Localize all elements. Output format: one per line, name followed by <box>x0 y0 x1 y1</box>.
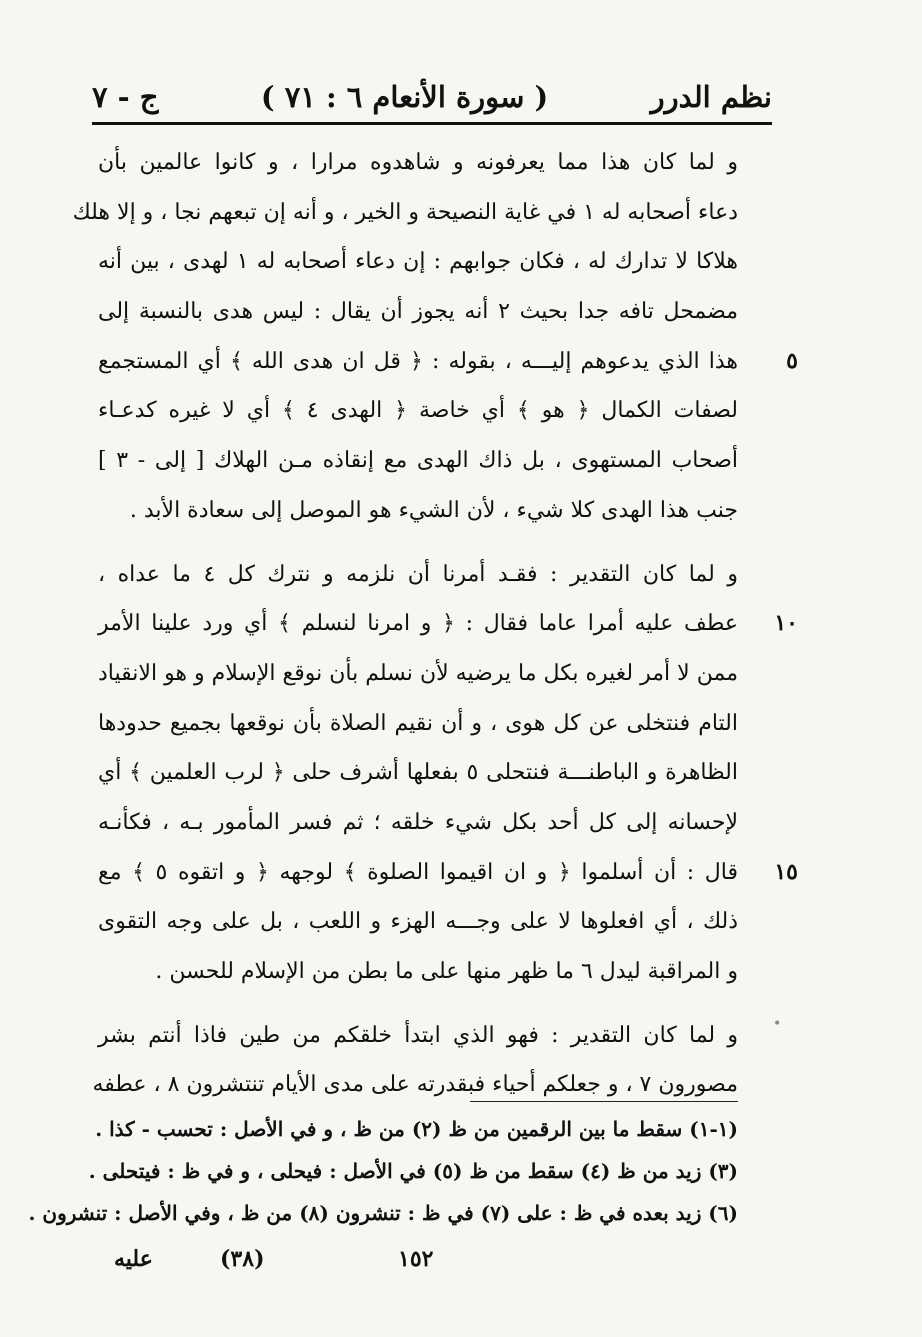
surah-reference: ( سورة الأنعام ٦ : ٧١ ) <box>260 80 549 114</box>
text-line <box>98 287 738 337</box>
text-line <box>98 947 738 997</box>
text-line <box>98 649 738 699</box>
text-line <box>98 386 738 436</box>
text-line <box>72 188 738 238</box>
page-footer <box>92 1246 752 1286</box>
text-line <box>98 599 798 649</box>
text-line-content: لإحسانه إلى كل أحد بكل شيء خلقه ؛ ثم فسر المأمور بـه ، فكأنـه <box>98 809 738 835</box>
text-line <box>92 1060 738 1110</box>
main-text <box>72 138 798 1110</box>
text-line-content: أصحاب المستهوى ، بل ذاك الهدى مع إنقاذه مـن الهلاك [ إلى - ٣ ] <box>98 448 738 474</box>
header-rule <box>92 122 772 125</box>
text-line-content: عطف عليه أمرا عاما فقال : ﴿ و امرنا لنسلم ﴾ أي ورد علينا الأمر <box>98 611 738 637</box>
text-line <box>98 748 738 798</box>
text-line <box>98 798 738 848</box>
text-line <box>98 436 738 486</box>
text-line-content: و لما كان التقدير : فقـد أمرنا أن نلزمه و نترك كل ٤ ما عداه ، <box>98 561 738 587</box>
text-line-content: و المراقبة ليدل ٦ ما ظهر منها على ما بطن من الإسلام للحسن . <box>155 959 738 984</box>
text-line-content: لصفات الكمال ﴿ هو ﴾ أي خاصة ﴿ الهدى ٤ ﴾ أي لا غيره كدعـاء <box>98 398 739 424</box>
text-line-content: قال : أن أسلموا ﴿ و ان اقيموا الصلوة ﴾ لوجهه ﴿ و اتقوه ٥ ﴾ مع <box>98 859 738 885</box>
line-number: ١٥ <box>774 858 798 885</box>
text-line <box>98 848 798 898</box>
running-header <box>92 72 772 122</box>
text-line-content: دعاء أصحابه له ١ في غاية النصيحة و الخير ، و أنه إن تبعهم نجا ، و إلا هلك <box>72 199 738 225</box>
footnote-rule <box>470 1101 738 1102</box>
text-line-content: ممن لا أمر لغيره بكل ما يرضيه لأن نسلم بأن نوقع الإسلام و هو الانقياد <box>98 660 738 686</box>
footnotes <box>28 1108 738 1234</box>
text-line <box>98 699 738 749</box>
catchword: عليه <box>114 1246 153 1272</box>
footnote-line: (٣) زيد من ظ (٤) سقط من ظ (٥) في الأصل : فيحلى ، و في ظ : فيتحلى . <box>88 1159 738 1183</box>
volume-number: ج - ٧ <box>92 80 159 114</box>
text-line <box>98 486 738 536</box>
text-line-content: ذلك ، أي افعلوها لا على وجـــه الهزء و اللعب ، بل على وجه التقوى <box>98 909 738 935</box>
text-line-content: مصورون ٧ ، و جعلكم أحياء فبقدرته على مدى الأيام تنتشرون ٨ ، عطفه <box>92 1072 738 1098</box>
footnote-line: (١-١) سقط ما بين الرقمين من ظ (٢) من ظ ، و في الأصل : تحسب - كذا . <box>95 1117 738 1141</box>
text-line <box>98 237 738 287</box>
text-line-content: هذا الذي يدعوهم إليـــه ، بقوله : ﴿ قل ان هدى الله ﴾ أي المستجمع <box>98 348 738 374</box>
footnote-line: (٦) زيد بعده في ظ : على (٧) في ظ : تنشرون (٨) من ظ ، وفي الأصل : تنشرون . <box>28 1201 738 1225</box>
text-line <box>98 1011 738 1061</box>
text-line-content: و لما كان التقدير : فهو الذي ابتدأ خلقكم من طين فاذا أنتم بشر <box>98 1022 738 1048</box>
text-line <box>98 897 738 947</box>
text-line <box>98 337 798 387</box>
text-line-content: جنب هذا الهدى كلا شيء ، لأن الشيء هو الموصل إلى سعادة الأبد . <box>129 497 738 523</box>
text-line-content: هلاكا لا تدارك له ، فكان جوابهم : إن دعاء أصحابه له ١ لهدى ، بين أنه <box>98 249 738 275</box>
line-number: ٥ <box>786 347 798 374</box>
printer-signature: (٣٨) <box>220 1246 265 1272</box>
margin-speck: • <box>773 1016 782 1032</box>
text-line-content: الظاهرة و الباطنـــة فنتحلى ٥ بفعلها أشرف حلى ﴿ لرب العلمين ﴾ أي <box>98 760 738 786</box>
text-line-content: و لما كان هذا مما يعرفونه و شاهدوه مرارا ، و كانوا عالمين بأن <box>98 150 738 175</box>
text-line <box>98 550 738 600</box>
text-line-content: التام فنتخلى عن كل هوى ، و أن نقيم الصلاة بأن نوقعها بجميع حدودها <box>98 710 738 736</box>
line-number: ١٠ <box>774 610 798 637</box>
book-title: نظم الدرر <box>650 80 772 114</box>
text-line-content: مضمحل تافه جدا بحيث ٢ أنه يجوز أن يقال : ليس هدى بالنسبة إلى <box>98 299 738 325</box>
text-line <box>98 138 738 188</box>
page-number: ١٥٢ <box>398 1246 434 1272</box>
